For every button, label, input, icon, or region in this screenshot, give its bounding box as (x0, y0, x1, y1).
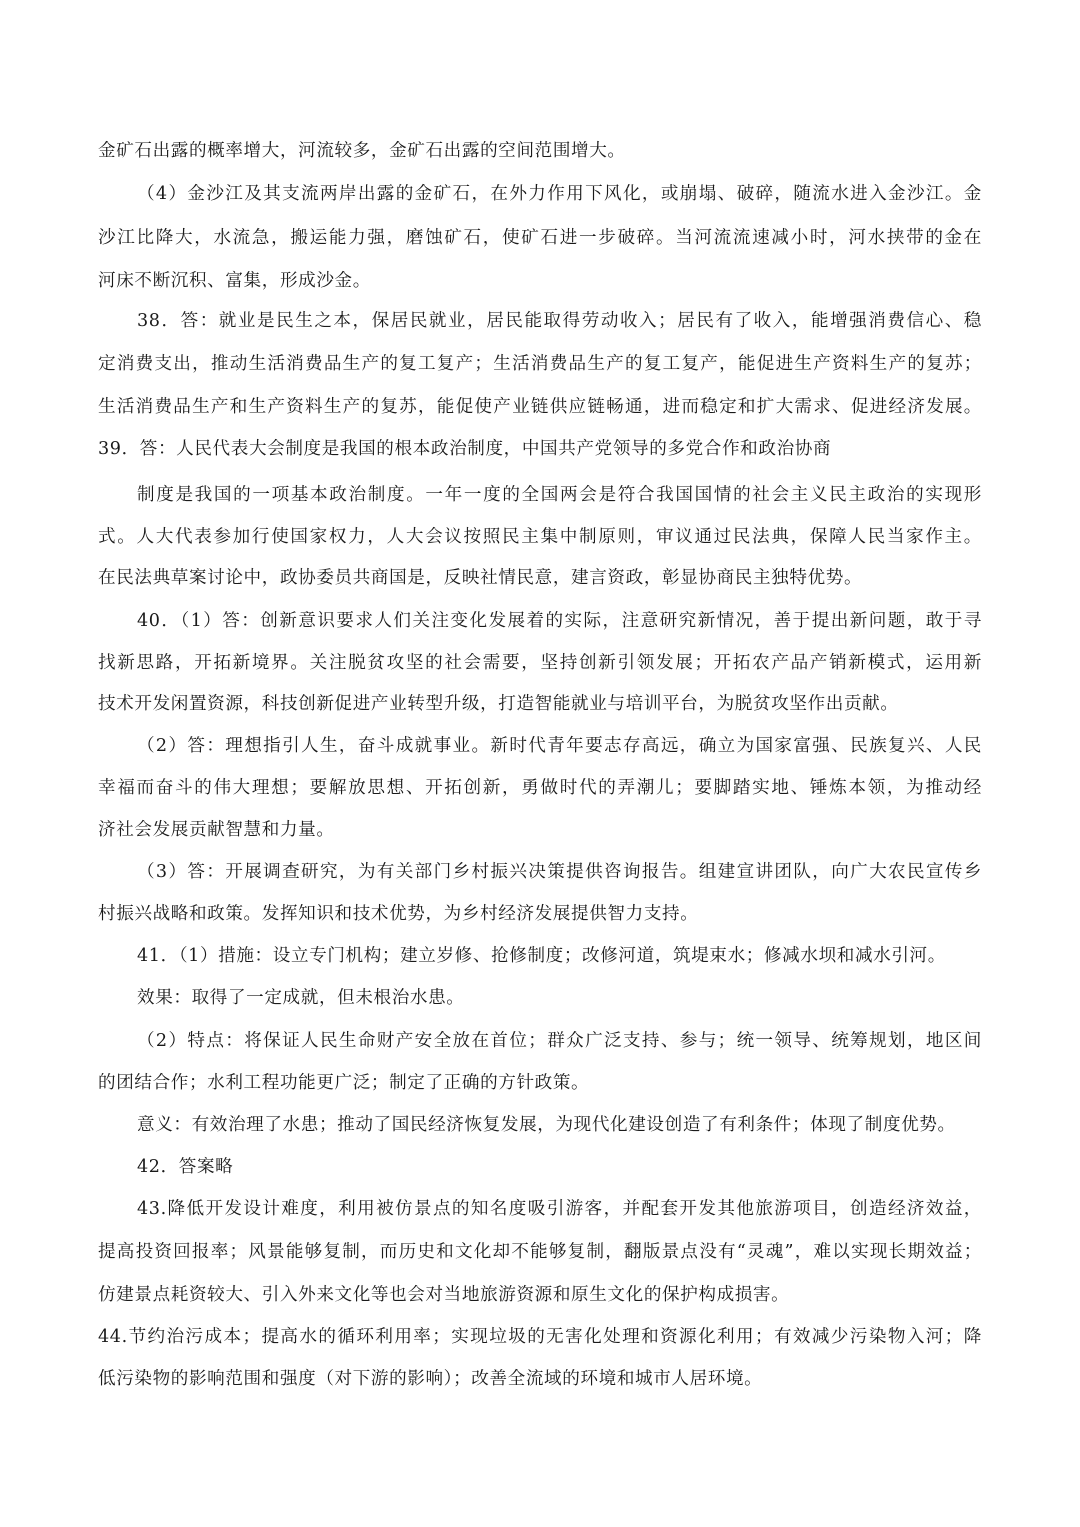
text-line: 43.降低开发设计难度，利用被仿景点的知名度吸引游客，并配套开发其他旅游项目，创造经济效益， (137, 1199, 982, 1219)
text-line: 在民法典草案讨论中，政协委员共商国是，反映社情民意，建言资政，彰显协商民主独特优势。 (98, 568, 863, 588)
text-line: 41．（1）措施：设立专门机构；建立岁修、抢修制度；改修河道，筑堤束水；修减水坝和减水引河。 (137, 946, 946, 966)
text-line: 38．答：就业是民生之本，保居民就业，居民能取得劳动收入；居民有了收入，能增强消费信心、稳 (137, 311, 982, 331)
text-line: （2）答：理想指引人生，奋斗成就事业。新时代青年要志存高远，确立为国家富强、民族复兴、人民 (137, 736, 982, 756)
text-line: 制度是我国的一项基本政治制度。一年一度的全国两会是符合我国国情的社会主义民主政治的实现形 (137, 485, 982, 505)
text-line: 村振兴战略和政策。发挥知识和技术优势，为乡村经济发展提供智力支持。 (98, 904, 699, 924)
text-line: 金矿石出露的概率增大，河流较多，金矿石出露的空间范围增大。 (98, 141, 626, 161)
text-line: （4）金沙江及其支流两岸出露的金矿石，在外力作用下风化，或崩塌、破碎，随流水进入金沙江。金 (137, 184, 982, 204)
text-line: 效果：取得了一定成就，但未根治水患。 (137, 988, 465, 1008)
text-line: 42．答案略 (137, 1157, 234, 1177)
text-line: 仿建景点耗资较大、引入外来文化等也会对当地旅游资源和原生文化的保护构成损害。 (98, 1285, 790, 1305)
text-line: 39．答：人民代表大会制度是我国的根本政治制度，中国共产党领导的多党合作和政治协商 (98, 439, 832, 459)
text-line: 河床不断沉积、富集，形成沙金。 (98, 271, 371, 291)
text-line: 意义：有效治理了水患；推动了国民经济恢复发展，为现代化建设创造了有利条件；体现了制度优势。 (137, 1115, 956, 1135)
text-line: （2）特点：将保证人民生命财产安全放在首位；群众广泛支持、参与；统一领导、统筹规划，地区间 (137, 1031, 982, 1051)
text-line: 沙江比降大，水流急，搬运能力强，磨蚀矿石，使矿石进一步破碎。当河流流速减小时，河水挟带的金在 (98, 228, 982, 248)
text-line: 生活消费品生产和生产资料生产的复苏，能促使产业链供应链畅通，进而稳定和扩大需求、促进经济发展。 (98, 397, 982, 417)
text-line: 技术开发闲置资源，科技创新促进产业转型升级，打造智能就业与培训平台，为脱贫攻坚作出贡献。 (98, 694, 899, 714)
text-line: （3）答：开展调查研究，为有关部门乡村振兴决策提供咨询报告。组建宣讲团队，向广大农民宣传乡 (137, 862, 982, 882)
text-line: 济社会发展贡献智慧和力量。 (98, 820, 335, 840)
text-line: 找新思路，开拓新境界。关注脱贫攻坚的社会需要，坚持创新引领发展；开拓农产品产销新模式，运用新 (98, 653, 982, 673)
text-line: 式。人大代表参加行使国家权力，人大会议按照民主集中制原则，审议通过民法典，保障人民当家作主。 (98, 527, 982, 547)
text-line: 的团结合作；水利工程功能更广泛；制定了正确的方针政策。 (98, 1073, 590, 1093)
text-line: 40．（1）答：创新意识要求人们关注变化发展着的实际，注意研究新情况，善于提出新问题，敢于寻 (137, 611, 982, 631)
text-line: 44.节约治污成本；提高水的循环利用率；实现垃圾的无害化处理和资源化利用；有效减少污染物入河；降 (98, 1327, 982, 1347)
text-line: 定消费支出，推动生活消费品生产的复工复产；生活消费品生产的复工复产，能促进生产资料生产的复苏； (98, 354, 982, 374)
text-line: 低污染物的影响范围和强度（对下游的影响）；改善全流域的环境和城市人居环境。 (98, 1369, 763, 1389)
text-line: 提高投资回报率；风景能够复制，而历史和文化却不能够复制，翻版景点没有“灵魂”，难以实现长期效益； (98, 1242, 982, 1262)
text-line: 幸福而奋斗的伟大理想；要解放思想、开拓创新，勇做时代的弄潮儿；要脚踏实地、锤炼本领，为推动经 (98, 778, 982, 798)
